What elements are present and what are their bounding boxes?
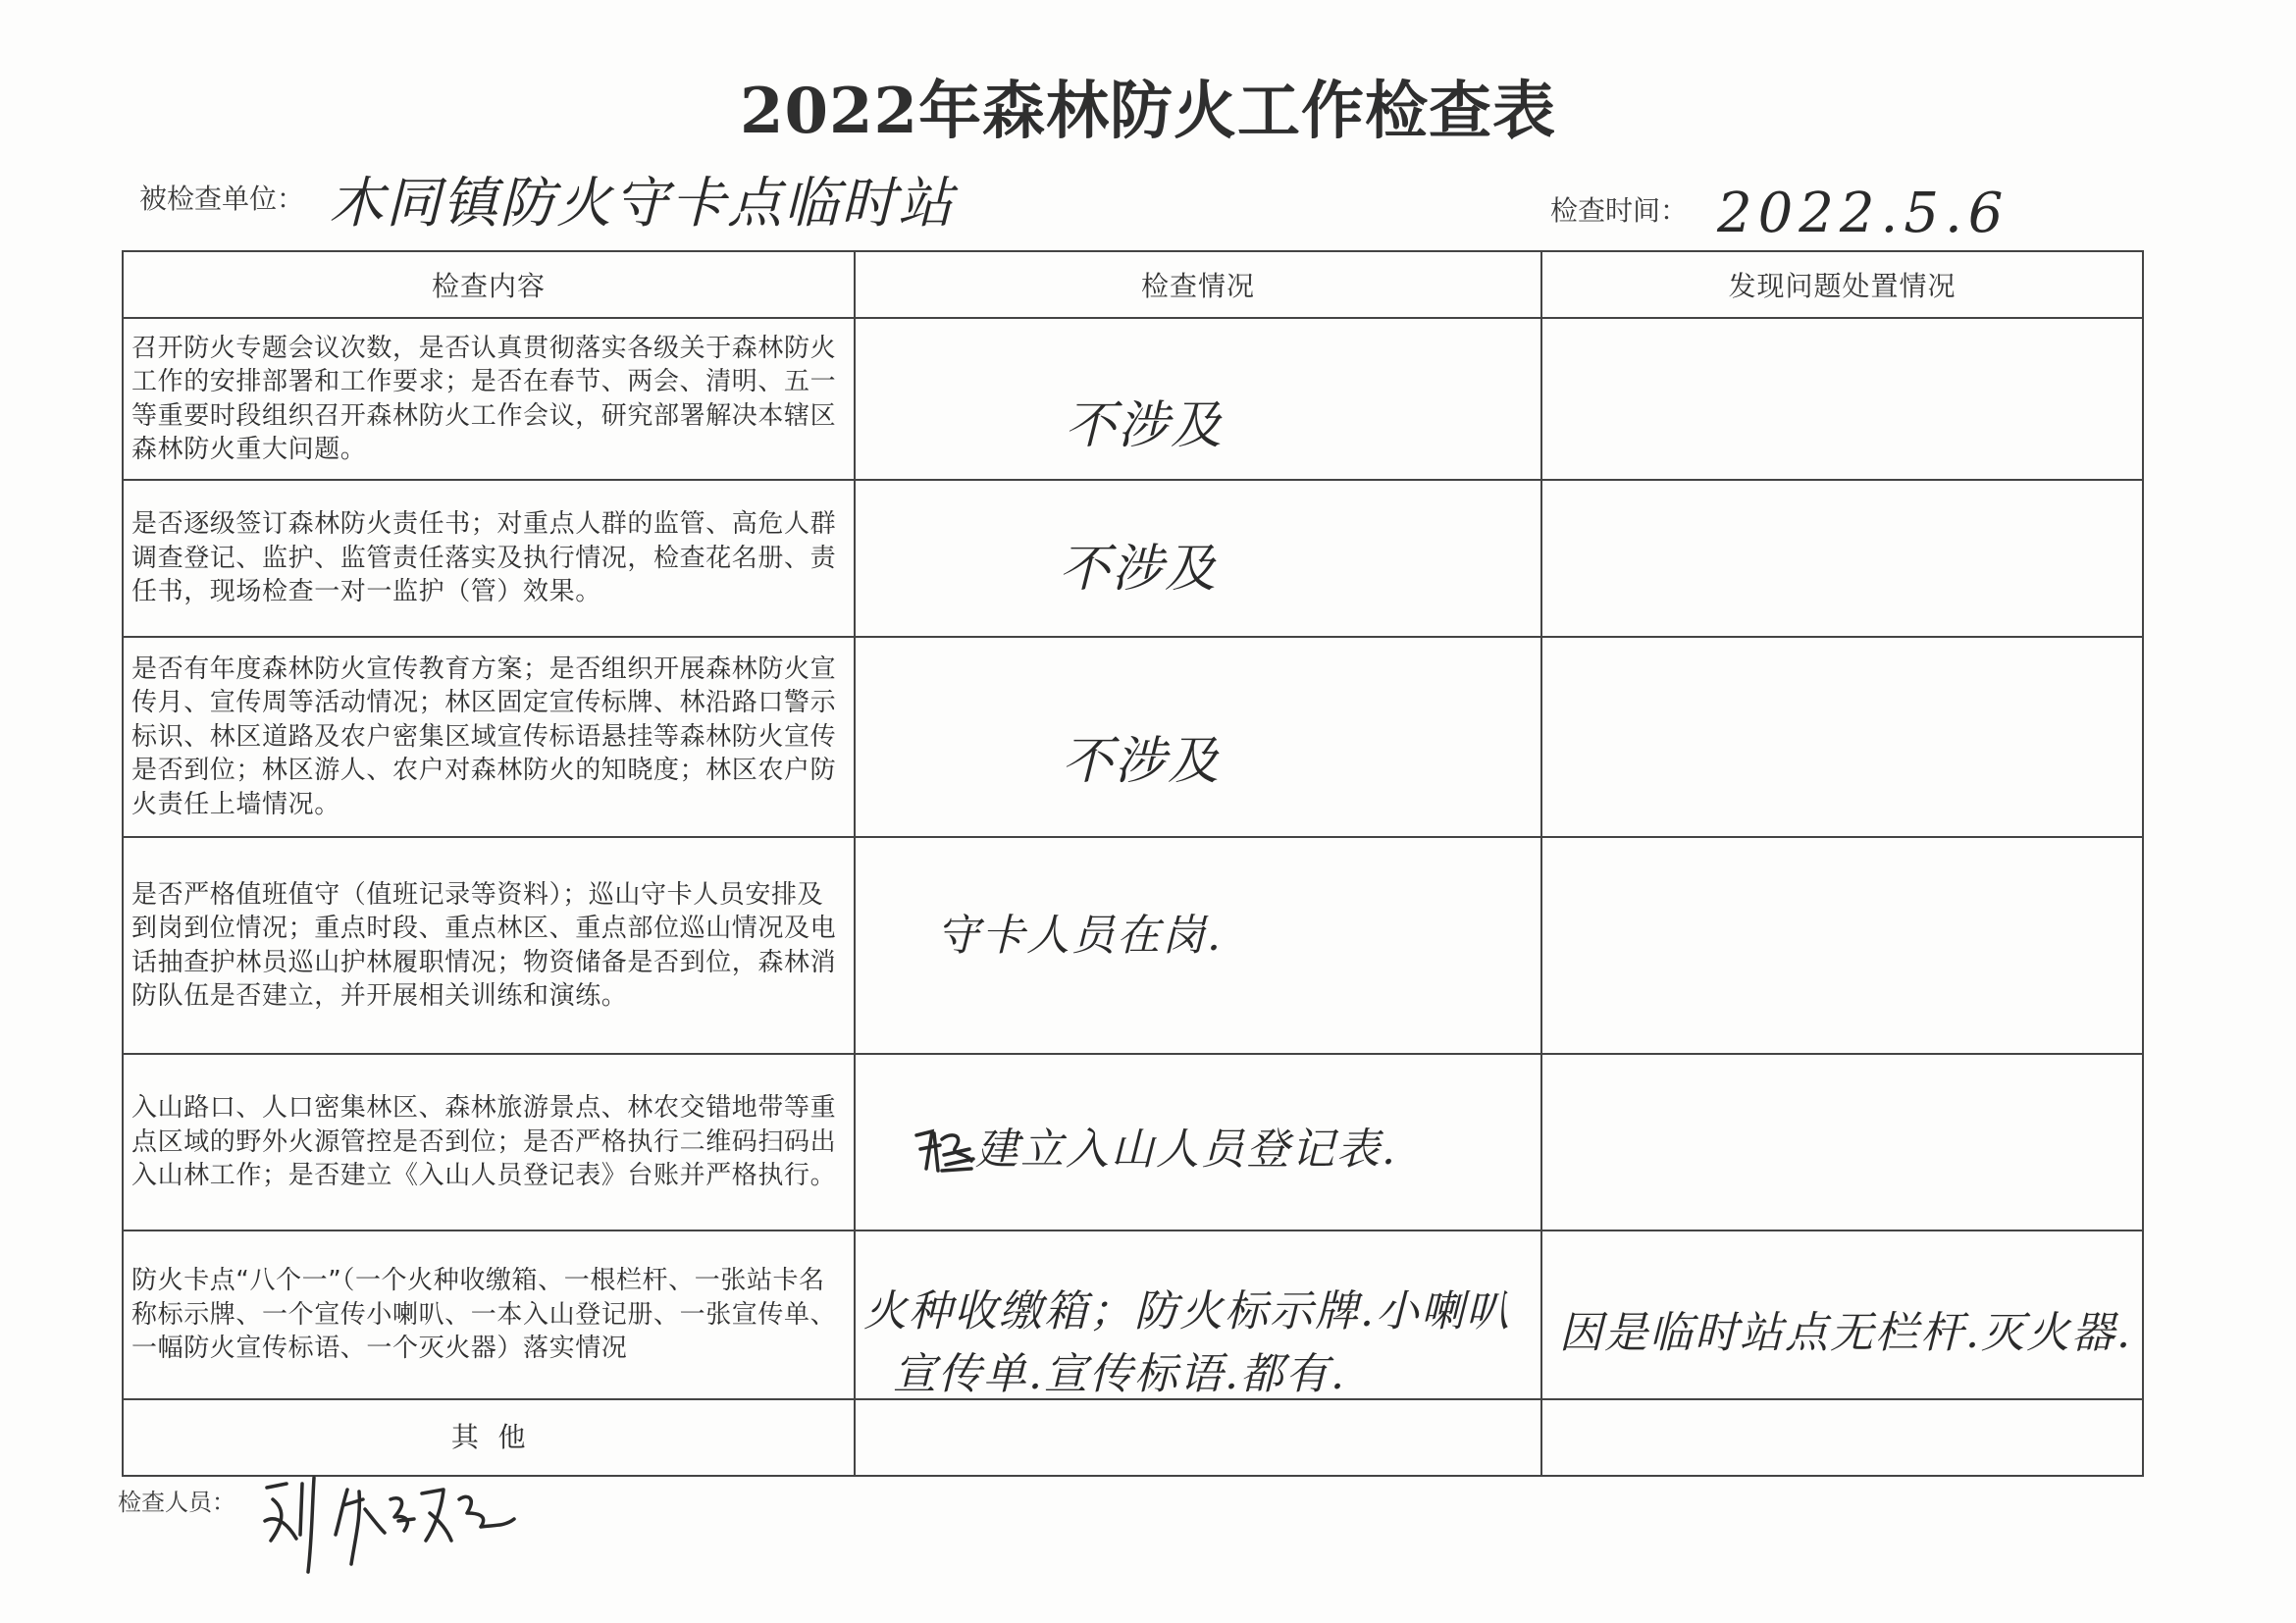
table-row-1-status [856, 319, 1542, 481]
table-row-6-status [856, 1231, 1542, 1400]
check-item-text: 是否严格值班值守（值班记录等资料）；巡山守卡人员安排及到岗到位情况；重点时段、重点林区、重点部位巡山情况及电话抽查护林员巡山护林履职情况；物资储备是否到位，森林消防队伍是否建立，并开展相关训练和演练。 [131, 879, 837, 1011]
table-row-4-handling [1542, 838, 2144, 1055]
inspector-label: 检查人员： [118, 1489, 235, 1516]
handwritten-status: 不涉及 [1062, 732, 1222, 791]
table-row-7-status [856, 1400, 1542, 1477]
handwritten-status: 不涉及 [1059, 540, 1219, 599]
table-row-6-content [124, 1231, 856, 1400]
inspection-time-label: 检查时间： [1550, 194, 1689, 227]
check-item-text: 是否逐级签订森林防火责任书；对重点人群的监管、高危人群调查登记、监护、监管责任落实及执行情况，检查花名册、责任书，现场检查一对一监护（管）效果。 [131, 509, 837, 607]
check-item-text: 入山路口、人口密集林区、森林旅游景点、林农交错地带等重点区域的野外火源管控是否到位；是否严格执行二维码扫码出入山林工作；是否建立《入山人员登记表》台账并严格执行。 [131, 1093, 837, 1191]
inspected-unit-handwritten: 木同镇防火守卡点临时站 [329, 172, 955, 236]
document-title: 2022年森林防火工作检查表 [739, 75, 1557, 148]
table-row-3-handling [1542, 638, 2144, 838]
handwritten-handling: 因是临时站点无栏杆.灭火器. [1559, 1308, 2132, 1358]
check-item-other-text: 其 他 [450, 1420, 527, 1453]
table-row-5-handling [1542, 1055, 2144, 1231]
handwritten-status-line: 宣传单.宣传标语.都有. [893, 1349, 1346, 1399]
table-row-2-status [856, 481, 1542, 638]
check-item-text: 召开防火专题会议次数，是否认真贯彻落实各级关于森林防火工作的安排部署和工作要求；是否在春节、两会、清明、五一等重要时段组织召开森林防火工作会议，研究部署解决本辖区森林防火重大问题。 [131, 333, 837, 464]
table-row-1-content [124, 319, 856, 481]
inspection-table [122, 250, 2144, 1477]
column-header-status [856, 252, 1542, 319]
table-row-6-handling [1542, 1231, 2144, 1400]
table-row-4-content [124, 838, 856, 1055]
column-header-label: 检查情况 [1140, 270, 1255, 302]
table-row-2-handling [1542, 481, 2144, 638]
table-row-3-status [856, 638, 1542, 838]
table-row-7-content [124, 1400, 856, 1477]
check-item-text: 防火卡点“八个一”（一个火种收缴箱、一根栏杆、一张站卡名称标示牌、一个宣传小喇叭、一本入山登记册、一张宣传单、一幅防火宣传标语、一个灭火器）落实情况 [131, 1266, 837, 1364]
column-header-label: 发现问题处置情况 [1728, 270, 1957, 302]
column-header-handling [1542, 252, 2144, 319]
table-row-3-content [124, 638, 856, 838]
table-row-4-status [856, 838, 1542, 1055]
crossed-out-scribble [913, 1126, 977, 1177]
handwritten-status-line: 火种收缴箱；防火标示牌.小喇叭 [863, 1286, 1511, 1336]
handwritten-status: 建立入山人员登记表. [975, 1125, 1397, 1175]
table-row-7-handling [1542, 1400, 2144, 1477]
inspected-unit-label: 被检查单位： [139, 183, 305, 215]
check-item-text: 是否有年度森林防火宣传教育方案；是否组织开展森林防火宣传月、宣传周等活动情况；林区固定宣传标牌、林沿路口警示标识、林区道路及农户密集区域宣传标语悬挂等森林防火宣传是否到位；林区游人、农户对森林防火的知晓度；林区农户防火责任上墙情况。 [131, 654, 837, 819]
inspection-date-handwritten: 2022.5.6 [1717, 182, 2009, 245]
table-row-1-handling [1542, 319, 2144, 481]
column-header-content [124, 252, 856, 319]
handwritten-status: 守卡人员在岗. [936, 911, 1223, 961]
table-row-5-status [856, 1055, 1542, 1231]
table-row-5-content [124, 1055, 856, 1231]
handwritten-status: 不涉及 [1065, 396, 1225, 455]
inspector-signature [257, 1470, 551, 1580]
column-header-label: 检查内容 [431, 270, 546, 302]
table-row-2-content [124, 481, 856, 638]
